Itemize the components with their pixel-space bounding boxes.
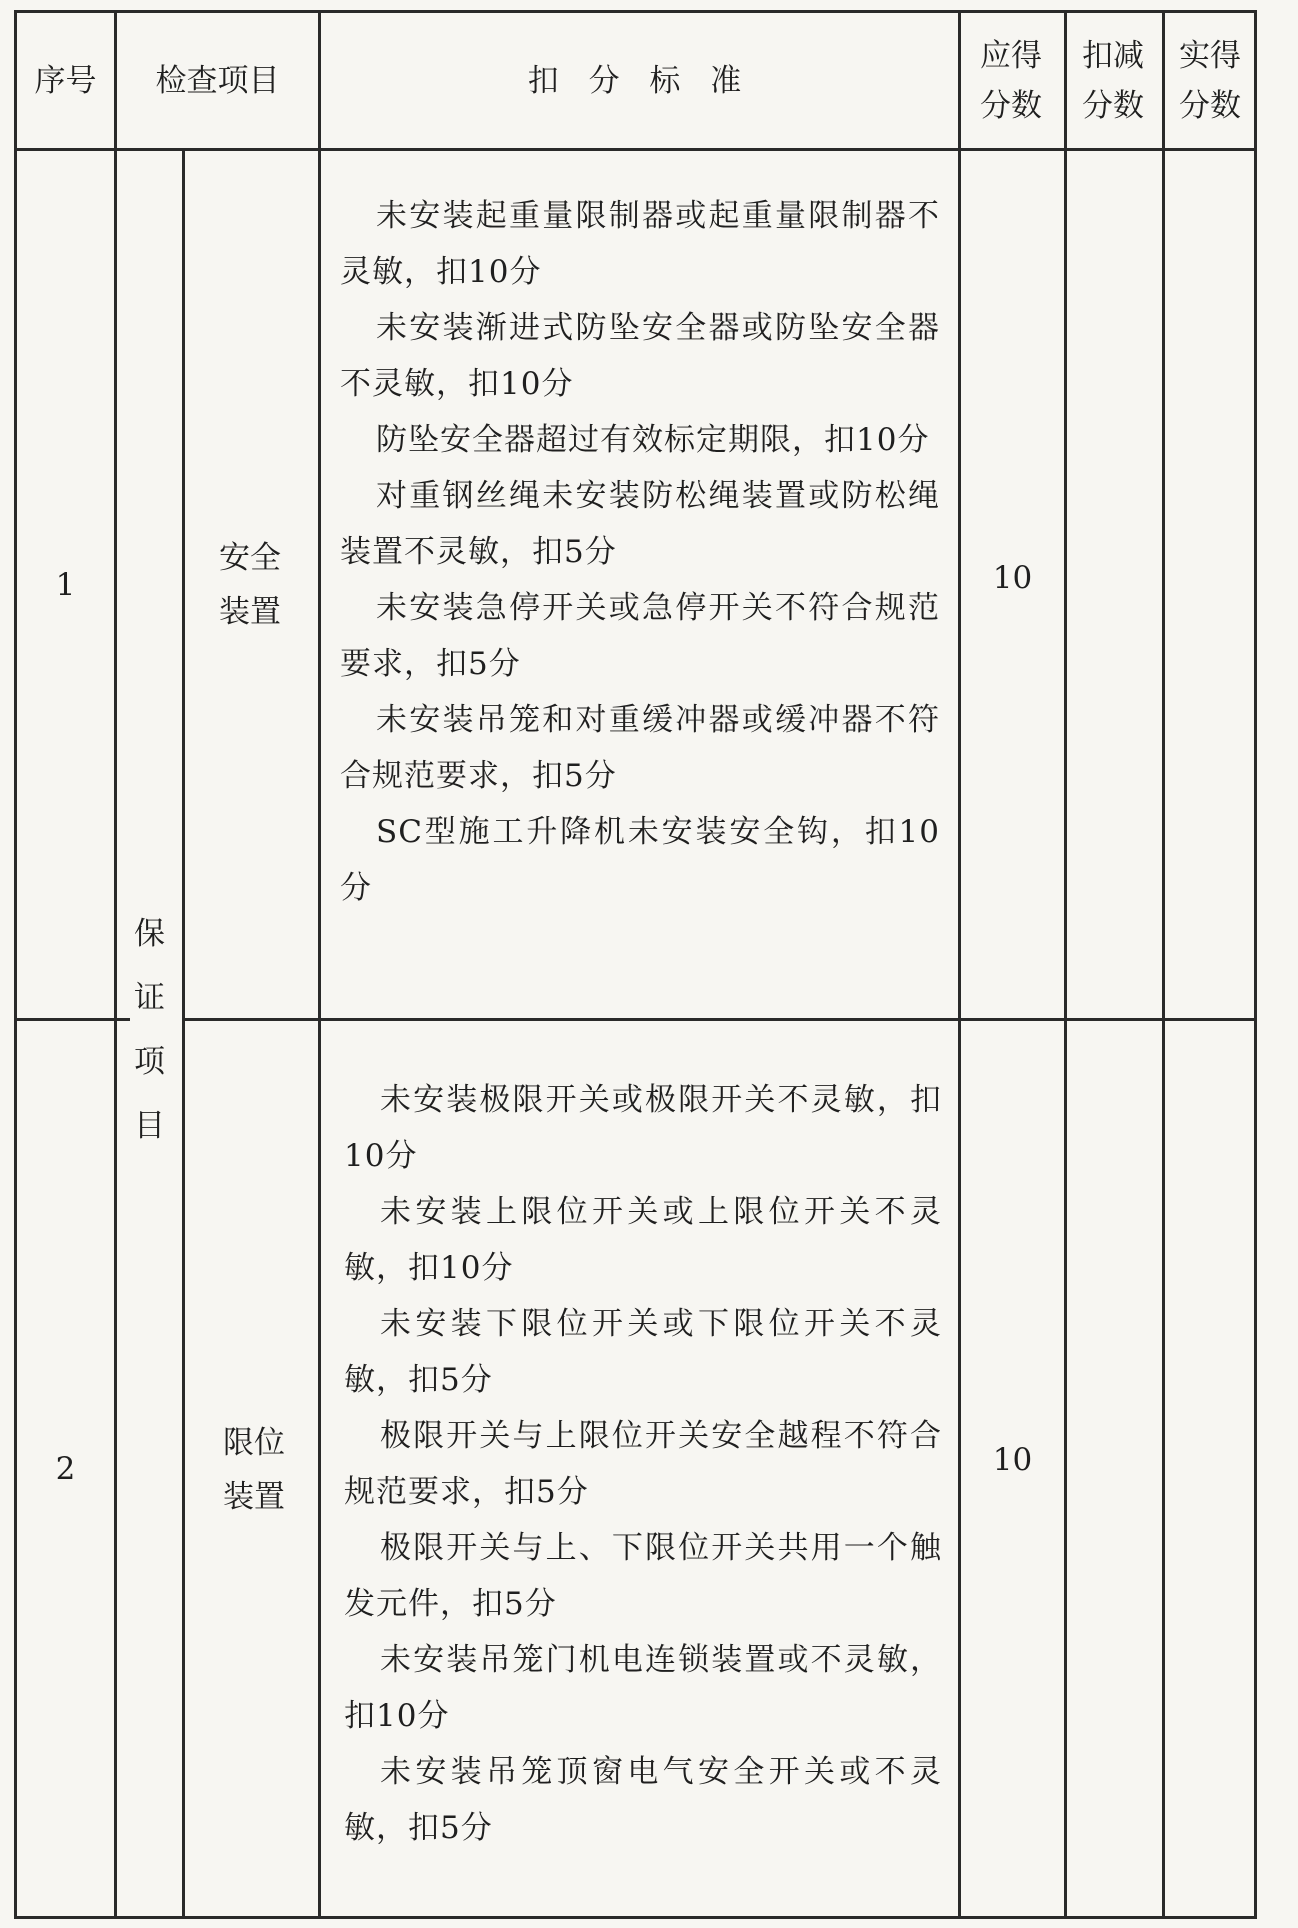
col-divider-item	[318, 10, 321, 1919]
header-deduct-score: 扣减分数	[1082, 37, 1144, 124]
criteria-item: 未安装吊笼顶窗电气安全开关或不灵敏，扣5分	[344, 1754, 942, 1846]
group-label-char: 目	[134, 1108, 165, 1144]
row-1-criteria	[340, 188, 940, 916]
header-actual-score: 实得分数	[1179, 37, 1241, 124]
group-label-char: 保	[134, 916, 165, 952]
row-2-due-score: 10	[992, 1442, 1033, 1478]
col-divider-criteria	[958, 10, 961, 1919]
row-1-item: 安全装置	[219, 540, 281, 630]
row-1-seq: 1	[55, 566, 76, 603]
criteria-item: 极限开关与上限位开关安全越程不符合规范要求，扣5分	[344, 1418, 942, 1510]
col-divider-due	[1064, 10, 1067, 1919]
group-label-guarantee-items	[117, 900, 182, 1160]
criteria-item: 未安装起重量限制器或起重量限制器不灵敏，扣10分	[340, 198, 940, 290]
criteria-item: 对重钢丝绳未安装防松绳装置或防松绳装置不灵敏，扣5分	[340, 478, 940, 570]
header-check-item: 检查项目	[155, 62, 280, 99]
table-bottom-border	[14, 1916, 1256, 1919]
criteria-item: SC型施工升降机未安装安全钩，扣10分	[340, 814, 940, 906]
criteria-item: 未安装极限开关或极限开关不灵敏，扣10分	[344, 1082, 942, 1174]
criteria-item: 未安装急停开关或急停开关不符合规范要求，扣5分	[340, 590, 940, 682]
criteria-item: 未安装吊笼和对重缓冲器或缓冲器不符合规范要求，扣5分	[340, 702, 940, 794]
header-bottom-border	[14, 148, 1256, 151]
row-2-criteria	[344, 1072, 942, 1856]
row-2-seq: 2	[55, 1450, 76, 1487]
criteria-item: 极限开关与上、下限位开关共用一个触发元件，扣5分	[344, 1530, 942, 1622]
row-1-due-score: 10	[992, 560, 1033, 596]
header-criteria: 扣 分 标 准	[527, 62, 752, 99]
row-2-item: 限位装置	[223, 1425, 285, 1515]
row-divider-1b	[182, 1018, 1256, 1021]
group-label-char: 项	[134, 1044, 165, 1080]
col-divider-group	[182, 148, 185, 1919]
criteria-item: 未安装吊笼门机电连锁装置或不灵敏，扣10分	[344, 1642, 942, 1734]
group-label-char: 证	[134, 980, 165, 1016]
criteria-item: 未安装下限位开关或下限位开关不灵敏，扣5分	[344, 1306, 942, 1398]
header-due-score: 应得分数	[980, 37, 1042, 124]
table-right-border	[1254, 10, 1257, 1919]
criteria-item: 防坠安全器超过有效标定期限，扣10分	[376, 422, 930, 458]
header-seq: 序号	[34, 62, 97, 99]
col-divider-deduct	[1162, 10, 1165, 1919]
criteria-item: 未安装上限位开关或上限位开关不灵敏，扣10分	[344, 1194, 942, 1286]
criteria-item: 未安装渐进式防坠安全器或防坠安全器不灵敏，扣10分	[340, 310, 940, 402]
